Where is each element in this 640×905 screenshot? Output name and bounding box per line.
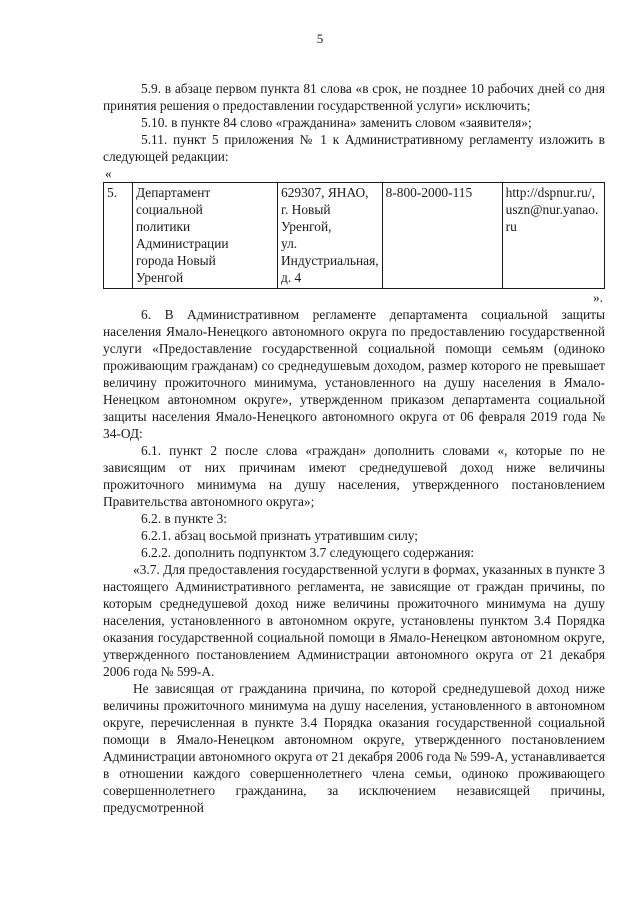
table-cell-address: 629307, ЯНАО, г. Новый Уренгой, ул. Индустриальная, д. 4 [278,183,383,289]
paragraph-3-7: «3.7. Для предоставления государственной услуги в формах, указанных в пункте 3 настоящего Административного регламента, не зависящие от граждан причины, по которым среднедушевой доход ниже величины прожиточного минимума на душу населения, установленного в автономном округе, установлены пунктом 3.4 Порядка оказания государственной социальной помощи в Ямало-Ненецком автономном округе, утвержденного постановлением Администрации автономного округа от 21 декабря 2006 года № 599-А. [103,562,605,679]
table-cell-number: 5. [104,183,133,289]
table-cell-phone: 8-800-2000-115 [382,183,502,289]
paragraph-6-2-2: 6.2.2. дополнить подпунктом 3.7 следующего содержания: [141,545,475,560]
contact-table [103,182,605,289]
table-cell-organization: Департамент социальной политики Администрации города Новый Уренгой [133,183,278,289]
table-closing-quote: ». [592,290,603,305]
paragraph-6: 6. В Административном регламенте департамента социальной защиты населения Ямало-Ненецкого автономного округа по предоставлению государственной услуги «Предоставление государственной социальной помощи семьям (одиноко проживающим гражданам) со среднедушевым доходом, размер которого не превышает величину прожиточного минимума, установленного на душу населения в Ямало-Ненецком автономном округе», утвержденном приказом департамента социальной защиты населения Ямало-Ненецкого автономного округа от 06 февраля 2019 года № 34-ОД: [103,307,605,441]
paragraph-6-1: 6.1. пункт 2 после слова «граждан» дополнить словами «, которые по не зависящим от них причинам имеют среднедушевой доход ниже величины прожиточного минимума на душу населения, утвержденного постановлением Правительства автономного округа»; [103,443,605,509]
page-number: 5 [316,31,324,46]
paragraph-independent-reason: Не зависящая от гражданина причина, по которой среднедушевой доход ниже величины прожиточного минимума на душу населения, установленного в автономном округе, перечисленная в пункте 3.4 Порядка оказания государственной социальной помощи в Ямало-Ненецком автономном округе, утвержденного постановлением Администрации автономного округа от 21 декабря 2006 года № 599-А, устанавливается в отношении каждого совершеннолетнего члена семьи, одиноко проживающего совершеннолетнего гражданина, за исключением независящей причины, предусмотренной [103,681,605,815]
paragraph-6-2-1: 6.2.1. абзац восьмой признать утратившим силу; [141,528,419,543]
table-opening-quote: « [105,166,112,181]
paragraph-6-2: 6.2. в пункте 3: [141,511,228,526]
paragraph-5-11: 5.11. пункт 5 приложения № 1 к Административному регламенту изложить в следующей редакции: [103,132,605,164]
paragraph-5-9: 5.9. в абзаце первом пункта 81 слова «в срок, не позднее 10 рабочих дней со дня принятия решения о предоставлении государственной услуги» исключить; [103,81,605,113]
table-cell-web: http://dspnur.ru/, uszn@nur.yanao. ru [502,183,604,289]
table-row [104,183,605,289]
paragraph-5-10: 5.10. в пункте 84 слово «гражданина» заменить словом «заявителя»; [141,115,532,130]
document-body [103,80,605,816]
